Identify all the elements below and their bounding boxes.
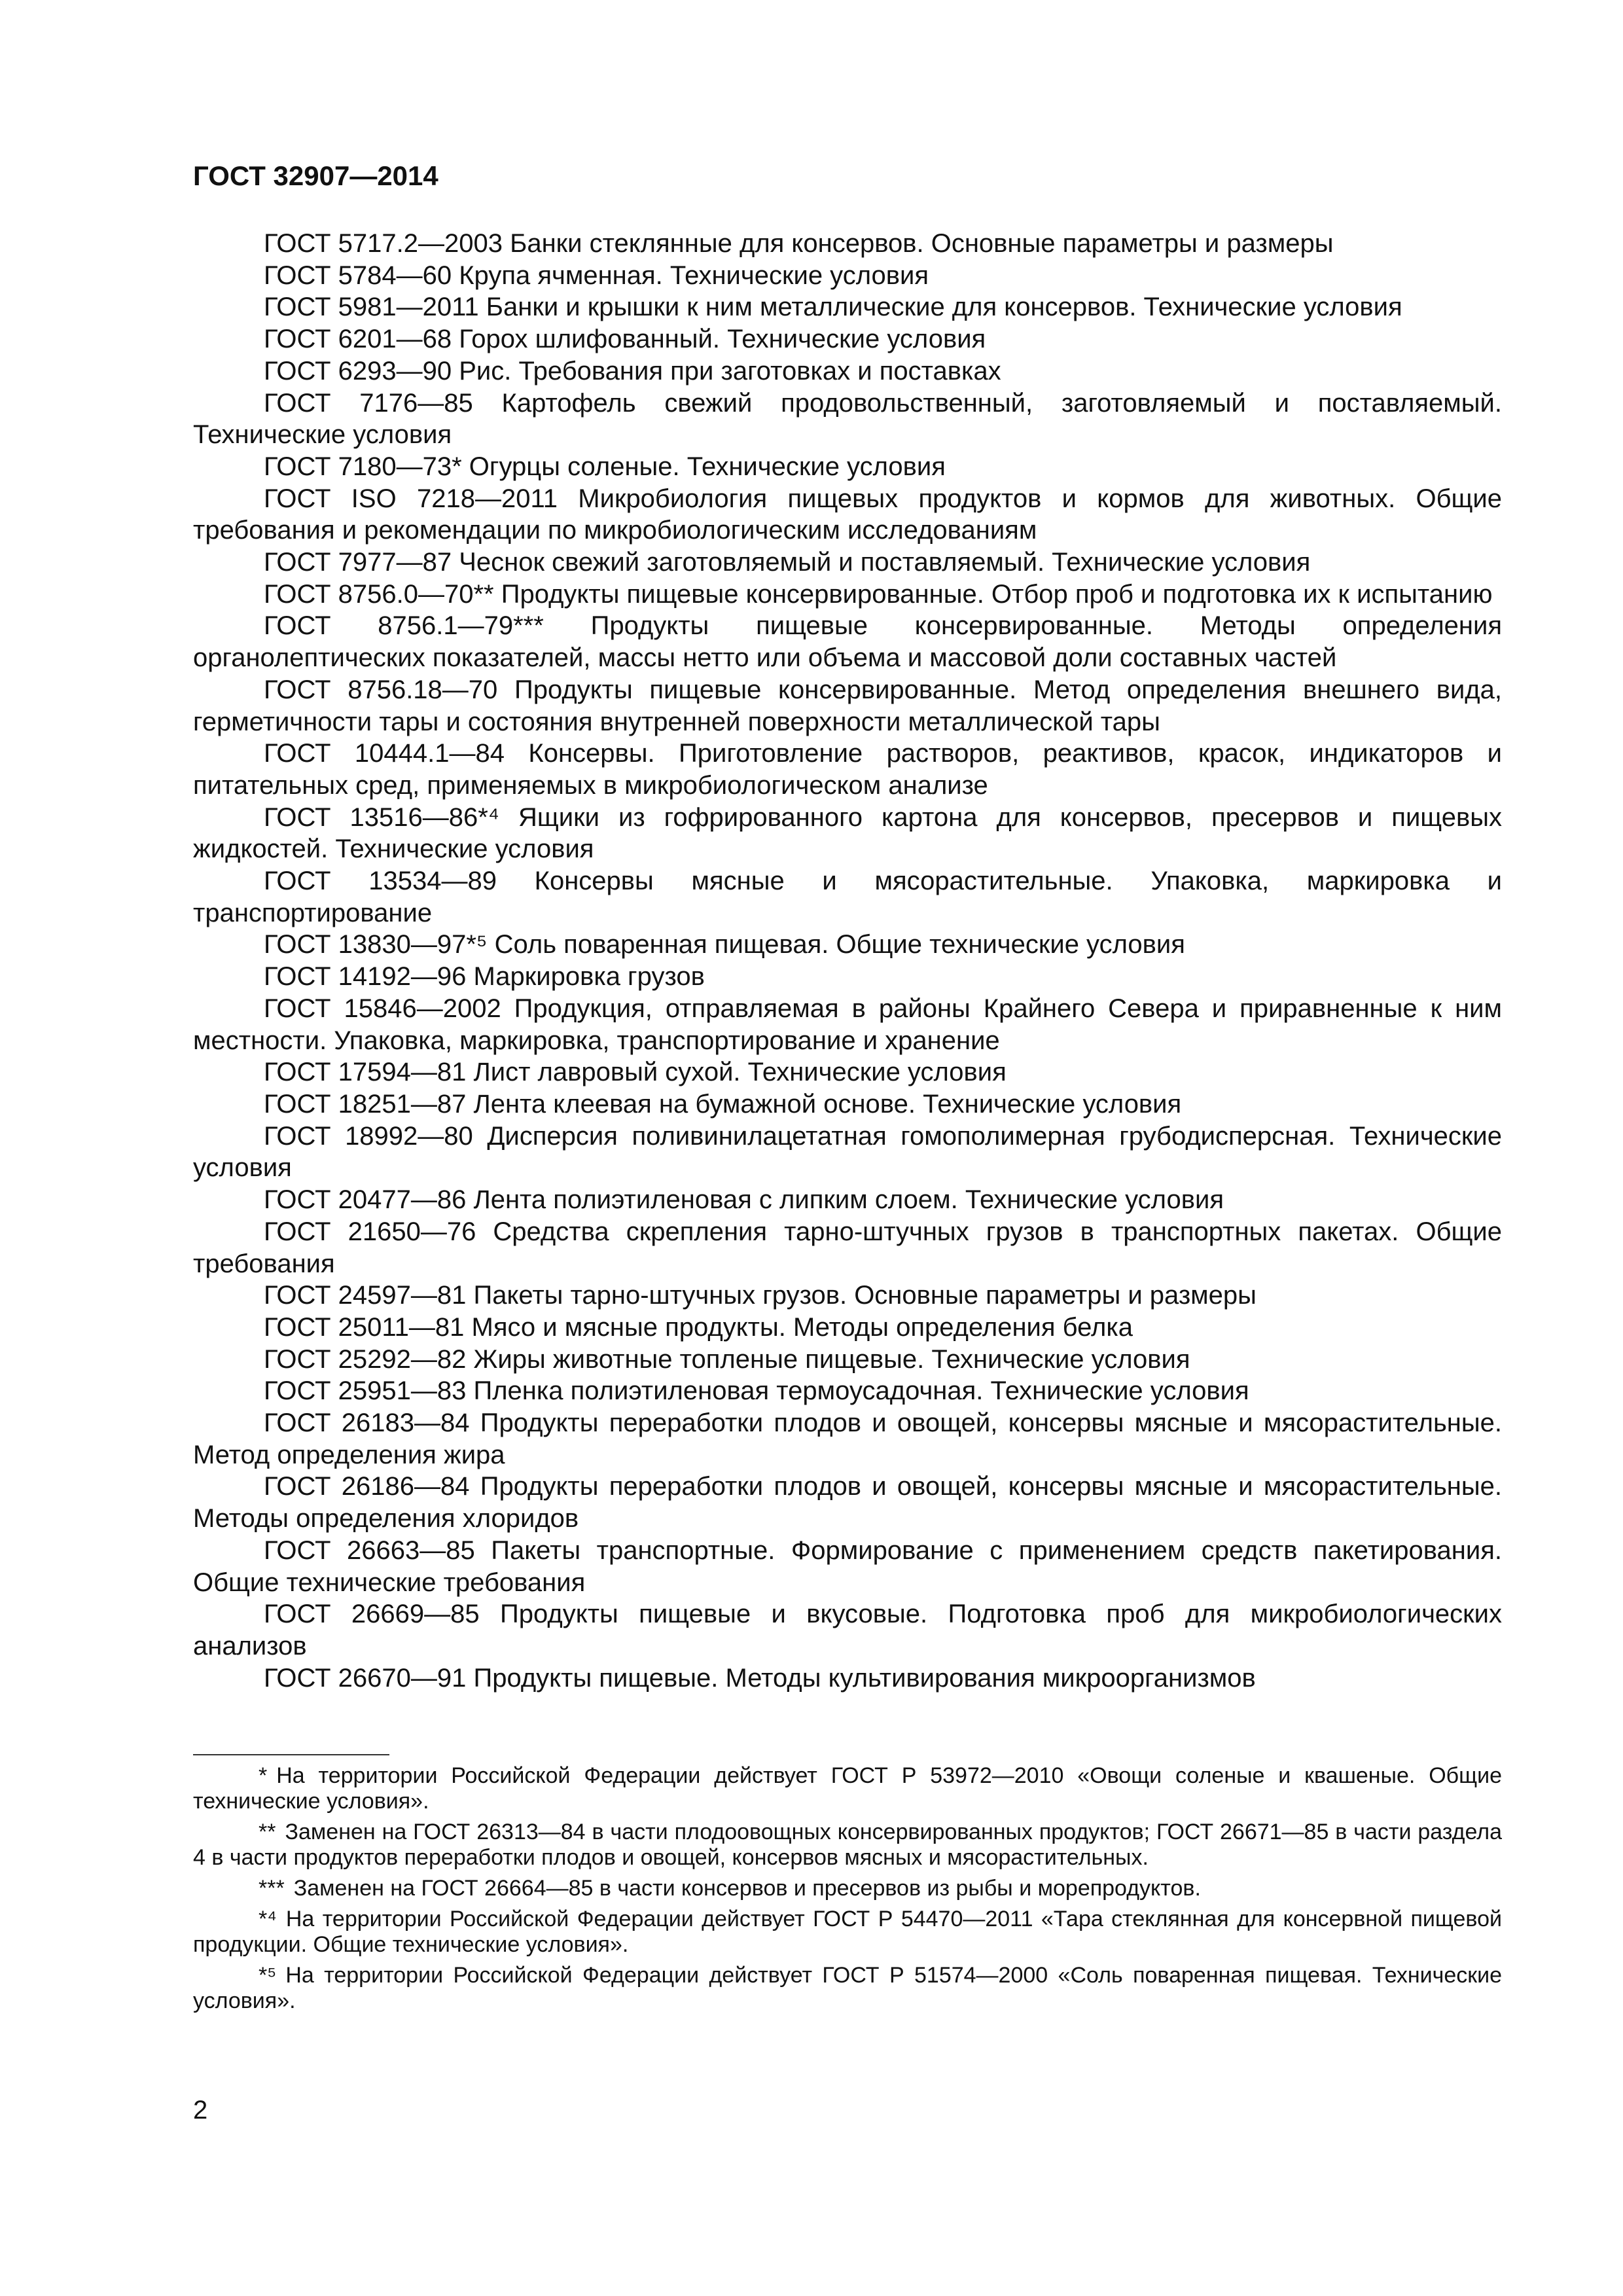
page-number: 2: [193, 2096, 208, 2125]
reference-item: ГОСТ 18251—87 Лента клеевая на бумажной основе. Технические условия: [264, 1089, 1182, 1119]
reference-item: ГОСТ ISO 7218—2011 Микробиология пищевых продуктов и кормов для животных. Общие требования и рекомендации по микробиологическим исследованиям: [193, 484, 1502, 545]
reference-item: ГОСТ 18992—80 Дисперсия поливинилацетатная гомополимерная грубодисперсная. Технические условия: [193, 1121, 1502, 1183]
footnote-mark: *⁴: [259, 1907, 277, 1931]
footnote: [193, 1820, 1502, 1871]
reference-item: ГОСТ 25292—82 Жиры животные топленые пищевые. Технические условия: [264, 1344, 1190, 1374]
footnote: [193, 1763, 1502, 1814]
reference-item: ГОСТ 14192—96 Маркировка грузов: [264, 962, 705, 992]
reference-item: ГОСТ 25011—81 Мясо и мясные продукты. Методы определения белка: [264, 1312, 1133, 1342]
reference-item: ГОСТ 24597—81 Пакеты тарно-штучных грузов. Основные параметры и размеры: [264, 1281, 1257, 1310]
reference-item: ГОСТ 7977—87 Чеснок свежий заготовляемый и поставляемый. Технические условия: [264, 548, 1311, 577]
footnote: [193, 1876, 1502, 1901]
reference-item: ГОСТ 8756.18—70 Продукты пищевые консервированные. Метод определения внешнего вида, герметичности тары и состояния внутренней поверхности металлической тары: [193, 675, 1502, 736]
reference-item: ГОСТ 6201—68 Горох шлифованный. Технические условия: [264, 325, 986, 354]
footnote-text: На территории Российской Федерации действует ГОСТ Р 54470—2011 «Тара стеклянная для консервной пищевой продукции. Общие технические условия».: [193, 1907, 1502, 1957]
reference-item: ГОСТ 13516—86*⁴ Ящики из гофрированного картона для консервов, пресервов и пищевых жидкостей. Технические условия: [193, 802, 1502, 864]
reference-item: ГОСТ 26670—91 Продукты пищевые. Методы культивирования микроорганизмов: [264, 1663, 1256, 1693]
reference-item: ГОСТ 8756.1—79*** Продукты пищевые консервированные. Методы определения органолептических показателей, массы нетто или объема и массовой доли составных частей: [193, 611, 1502, 673]
reference-item: ГОСТ 25951—83 Пленка полиэтиленовая термоусадочная. Технические условия: [264, 1376, 1249, 1406]
reference-item: ГОСТ 5981—2011 Банки и крышки к ним металлические для консервов. Технические условия: [264, 293, 1402, 322]
reference-item: ГОСТ 6293—90 Рис. Требования при заготовках и поставках: [264, 356, 1001, 386]
reference-item: ГОСТ 26186—84 Продукты переработки плодов и овощей, консервы мясные и мясорастительные. Методы определения хлоридов: [193, 1472, 1502, 1534]
reference-item: ГОСТ 26183—84 Продукты переработки плодов и овощей, консервы мясные и мясорастительные. Метод определения жира: [193, 1408, 1502, 1469]
footnote-mark: *: [259, 1763, 268, 1788]
reference-item: ГОСТ 17594—81 Лист лавровый сухой. Технические условия: [264, 1058, 1007, 1087]
reference-item: ГОСТ 13830—97*⁵ Соль поваренная пищевая. Общие технические условия: [264, 930, 1185, 960]
footnote-divider: [193, 1754, 389, 1755]
reference-item: ГОСТ 15846—2002 Продукция, отправляемая в районы Крайнего Севера и приравненные к ним местности. Упаковка, маркировка, транспортирование и хранение: [193, 994, 1502, 1055]
reference-item: ГОСТ 21650—76 Средства скрепления тарно-штучных грузов в транспортных пакетах. Общие требования: [193, 1217, 1502, 1278]
footnote-mark: ***: [259, 1876, 285, 1901]
footnote: [193, 1963, 1502, 2014]
reference-item: ГОСТ 26663—85 Пакеты транспортные. Формирование с применением средств пакетирования. Общие технические требования: [193, 1535, 1502, 1597]
reference-item: ГОСТ 5717.2—2003 Банки стеклянные для консервов. Основные параметры и размеры: [264, 229, 1334, 258]
reference-item: ГОСТ 7176—85 Картофель свежий продовольственный, заготовляемый и поставляемый. Технические условия: [193, 388, 1502, 450]
reference-item: ГОСТ 7180—73* Огурцы соленые. Технические условия: [264, 452, 946, 481]
footnote: [193, 1907, 1502, 1958]
footnote-text: На территории Российской Федерации действует ГОСТ Р 53972—2010 «Овощи соленые и квашеные. Общие технические условия».: [193, 1763, 1502, 1814]
footnotes: [193, 1763, 1502, 2019]
footnote-text: Заменен на ГОСТ 26313—84 в части плодоовощных консервированных продуктов; ГОСТ 26671—85 в части раздела 4 в части продуктов переработки плодов и овощей, консервов мясных и мясорастительных.: [193, 1820, 1502, 1870]
reference-item: ГОСТ 10444.1—84 Консервы. Приготовление растворов, реактивов, красок, индикаторов и питательных сред, применяемых в микробиологическом анализе: [193, 739, 1502, 800]
footnote-text: Заменен на ГОСТ 26664—85 в части консервов и пресервов из рыбы и морепродуктов.: [293, 1876, 1201, 1901]
footnote-mark: **: [259, 1820, 276, 1844]
reference-item: ГОСТ 5784—60 Крупа ячменная. Технические условия: [264, 260, 929, 290]
footnote-mark: *⁵: [259, 1963, 277, 1988]
footnote-text: На территории Российской Федерации действует ГОСТ Р 51574—2000 «Соль поваренная пищевая. Технические условия».: [193, 1963, 1502, 2013]
reference-item: ГОСТ 8756.0—70** Продукты пищевые консервированные. Отбор проб и подготовка их к испытанию: [264, 579, 1493, 609]
reference-item: ГОСТ 20477—86 Лента полиэтиленовая с липким слоем. Технические условия: [264, 1185, 1224, 1215]
reference-item: ГОСТ 13534—89 Консервы мясные и мясорастительные. Упаковка, маркировка и транспортирование: [193, 867, 1502, 927]
document-header: ГОСТ 32907—2014: [193, 160, 438, 191]
normative-references-list: [193, 228, 1502, 1694]
document-page: [193, 0, 1502, 2296]
reference-item: ГОСТ 26669—85 Продукты пищевые и вкусовые. Подготовка проб для микробиологических анализов: [193, 1600, 1502, 1660]
